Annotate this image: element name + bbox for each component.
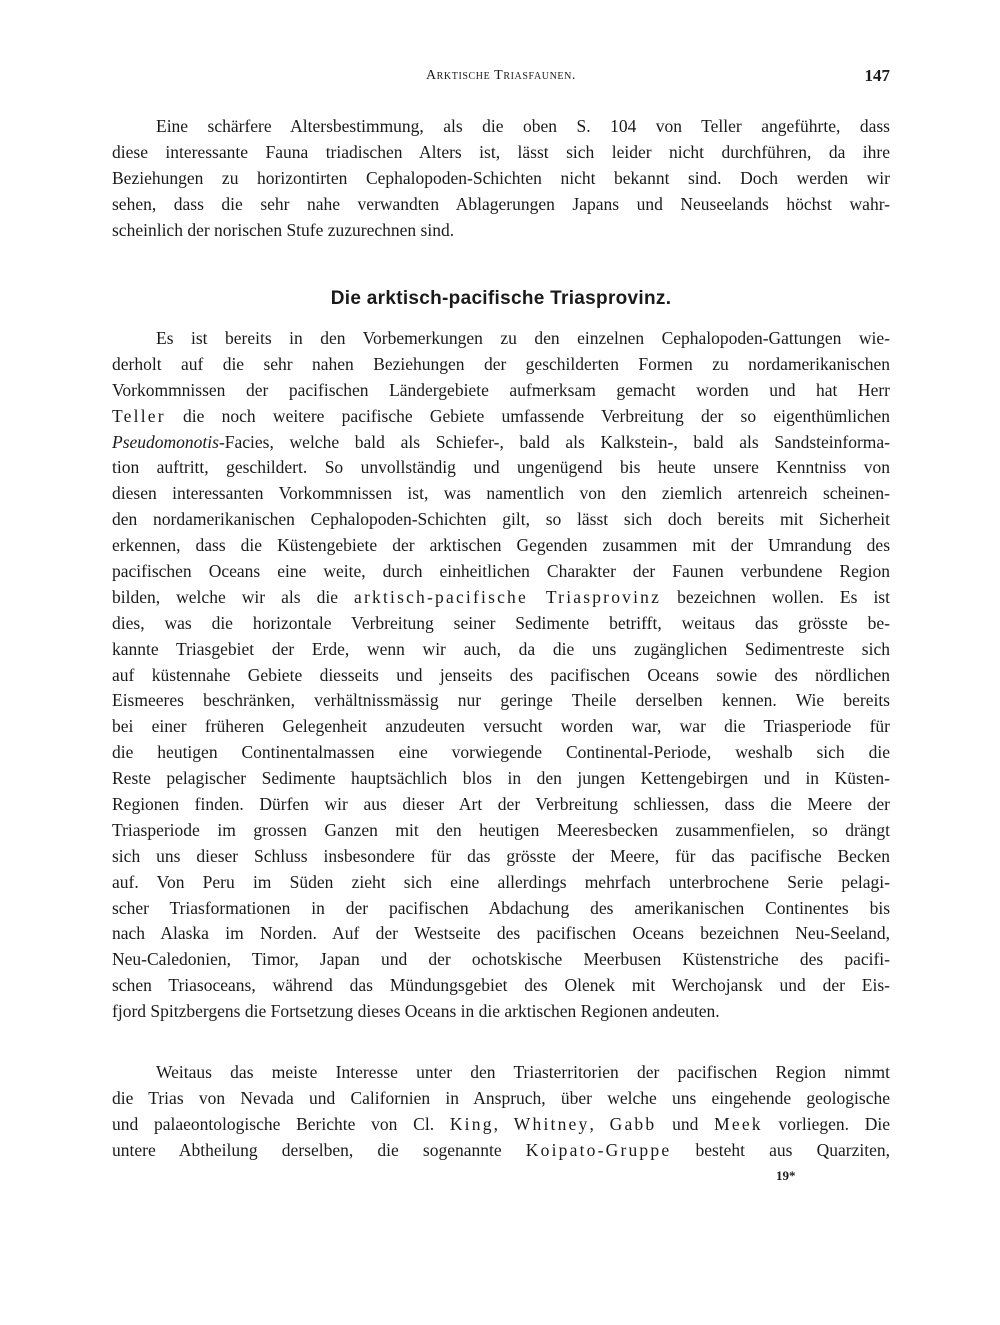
text-line: Vorkommnissen der pacifischen Ländergebiete aufmerksam gemacht worden und hat Herr <box>112 379 890 400</box>
text-run: bezeichnen wollen. Es ist <box>661 586 890 607</box>
author-name: Gabb <box>609 1113 657 1134</box>
text-line: die heutigen Continentalmassen eine vorwiegende Continental-Periode, weshalb sich die <box>112 742 890 763</box>
text-line: die Trias von Nevada und Californien in Anspruch, über welche uns eingehende geologische <box>112 1087 890 1108</box>
page-number: 147 <box>864 66 890 85</box>
signature-mark: 19* <box>776 1168 796 1183</box>
text-line: diese interessante Fauna triadischen Alters ist, lässt sich leider nicht durchführen, da ihre <box>112 141 890 162</box>
text-line: Beziehungen zu horizontirten Cephalopoden-Schichten nicht bekannt sind. Doch werden wir <box>112 167 890 188</box>
text-line: sehen, dass die sehr nahe verwandten Ablagerungen Japans und Neuseelands höchst wahr- <box>112 193 890 214</box>
text-line: auf. Von Peru im Süden zieht sich eine allerdings mehrfach unterbrochene Serie pelagi- <box>112 871 890 892</box>
text-line: Es ist bereits in den Vorbemerkungen zu den einzelnen Cephalopoden-Gattungen wie- <box>156 328 890 348</box>
text-line: scher Triasformationen in der pacifischen Abdachung des amerikanischen Continentes bis <box>112 897 890 918</box>
text-line: derholt auf die sehr nahen Beziehungen der geschilderten Formen zu nordamerikanischen <box>112 353 890 374</box>
formation-name: Koipato-Gruppe <box>525 1139 672 1160</box>
running-title: Arktische Triasfaunen. <box>425 68 577 83</box>
text-line: nach Alaska im Norden. Auf der Westseite des pacifischen Oceans bezeichnen Neu-Seeland, <box>112 923 890 944</box>
text-line <box>112 430 890 456</box>
text-run: und <box>656 1113 715 1134</box>
section-heading: Die arktisch-pacifische Triasprovinz. <box>330 288 672 309</box>
text-line: Regionen finden. Dürfen wir aus dieser Art der Verbreitung schliessen, dass die Meere der <box>112 794 890 815</box>
paragraph-2 <box>112 326 890 1025</box>
text-run: -Facies, welche bald als Schiefer-, bald als Kalkstein-, bald als Sandsteinforma- <box>218 431 890 452</box>
author-name: Whitney <box>513 1113 590 1134</box>
text-line: Reste pelagischer Sedimente hauptsächlich blos in den jungen Kettengebirgen und in Küsten- <box>112 768 890 789</box>
paragraph-3 <box>112 1060 890 1164</box>
text-line: scheinlich der norischen Stufe zuzurechnen sind. <box>112 219 455 240</box>
text-run: , <box>493 1113 514 1134</box>
text-line: Weitaus das meiste Interesse unter den Triasterritorien der pacifischen Region nimmt <box>156 1062 890 1082</box>
text-run: bilden, welche wir als die <box>112 586 355 607</box>
text-line: dies, was die horizontale Verbreitung seiner Sedimente betrifft, weitaus das grösste be- <box>112 612 890 633</box>
text-line: pacifischen Oceans eine weite, durch einheitlichen Charakter der Faunen verbundene Region <box>112 561 890 582</box>
running-head <box>112 68 890 92</box>
genus-name: Pseudomonotis <box>112 431 219 452</box>
text-line: diesen interessanten Vorkommnissen ist, was namentlich von den ziemlich artenreich scheinen- <box>112 483 890 504</box>
text-line <box>112 1138 890 1164</box>
text-line: schen Triasoceans, während das Mündungsgebiet des Olenek mit Werchojansk und der Eis- <box>112 975 890 996</box>
text-line: kannte Triasgebiet der Erde, wenn wir auch, da die uns zugänglichen Sedimentreste sich <box>112 638 890 659</box>
text-line: Eine schärfere Altersbestimmung, als die oben S. 104 von Teller angeführte, dass <box>156 116 890 136</box>
text-line: Neu-Caledonien, Timor, Japan und der ochotskische Meerbusen Küstenstriche des pacifi- <box>112 949 890 970</box>
text-run: vorliegen. Die <box>762 1113 890 1134</box>
text-line: Eismeeres beschränken, verhältnissmässig nur geringe Theile derselben kennen. Wie bereits <box>112 690 890 711</box>
text-line <box>112 404 890 430</box>
text-line: Triasperiode im grossen Ganzen mit den heutigen Meeresbecken zusammenfielen, so drängt <box>112 819 890 840</box>
text-line: fjord Spitzbergens die Fortsetzung dieses Oceans in die arktischen Regionen andeuten. <box>112 1001 720 1022</box>
text-line: auf küstennahe Gebiete diesseits und jenseits des pacifischen Oceans sowie des nördlichen <box>112 664 890 685</box>
author-name: King <box>449 1113 494 1134</box>
author-name: Teller <box>112 405 166 426</box>
text-line: tion auftritt, geschildert. So unvollständig und ungenügend bis heute unsere Kenntniss von <box>112 457 890 478</box>
text-line: bei einer früheren Gelegenheit anzudeuten versucht worden war, war die Triasperiode für <box>112 716 890 737</box>
text-line: erkennen, dass die Küstengebiete der arktischen Gegenden zusammen mit der Umrandung des <box>112 535 890 556</box>
paragraph-1 <box>112 114 890 243</box>
text-line <box>112 1112 890 1138</box>
text-run: , <box>589 1113 610 1134</box>
text-line <box>112 585 890 611</box>
province-term: arktisch-pacifische Triasprovinz <box>354 586 662 607</box>
text-line: den nordamerikanischen Cephalopoden-Schichten gilt, so lässt sich doch bereits mit Sicherheit <box>112 509 890 530</box>
text-run: untere Abtheilung derselben, die sogenannte <box>112 1139 526 1160</box>
text-run: besteht aus Quarziten, <box>671 1139 890 1160</box>
text-run: die noch weitere pacifische Gebiete umfassende Verbreitung der so eigenthümlichen <box>165 405 890 426</box>
author-name: Meek <box>714 1113 763 1134</box>
text-run: und palaeontologische Berichte von Cl. <box>112 1113 450 1134</box>
text-line: sich uns dieser Schluss insbesondere für das grösste der Meere, für das pacifische Becken <box>112 845 890 866</box>
